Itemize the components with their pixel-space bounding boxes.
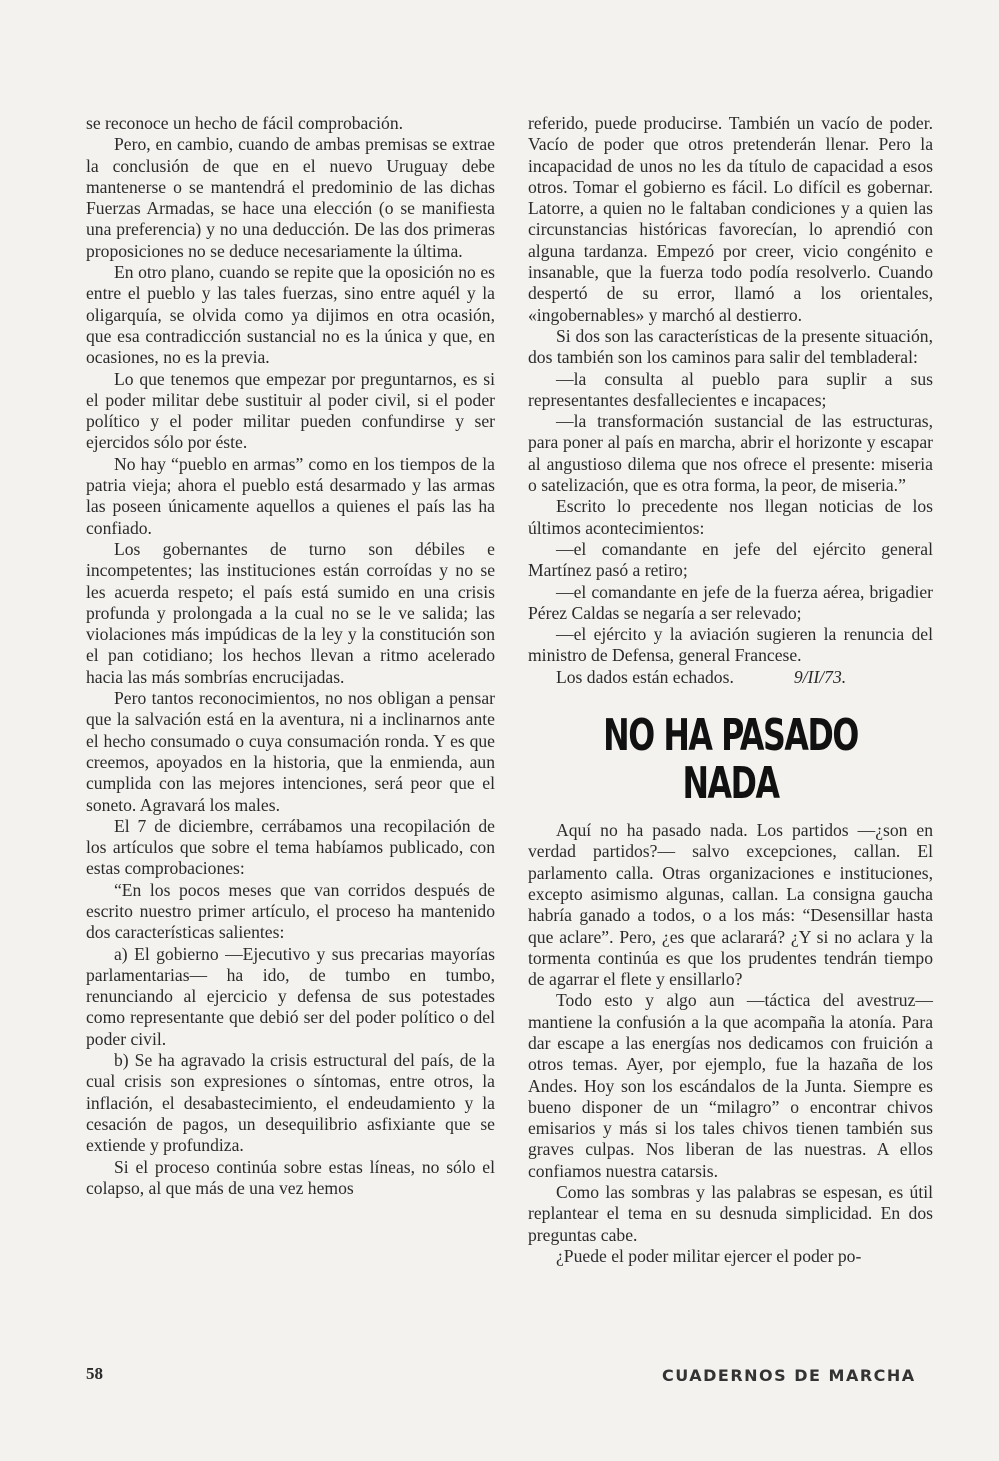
paragraph: —la consulta al pueblo para suplir a sus representantes desfallecientes e incapaces; [528,368,933,410]
paragraph: —el comandante en jefe de la fuerza aérea, brigadier Pérez Caldas se negaría a ser relevado; [528,581,933,623]
paragraph: Pero, en cambio, cuando de ambas premisas se extrae la conclusión de que en el nuevo Uruguay debe mantenerse o se mantendrá el predominio de las dichas Fuerzas Armadas, se hace una elección (o se manifiesta una preferencia) y no una deducción. De las dos primeras proposiciones no se deduce necesariamente la última. [86,134,495,261]
paragraph: El 7 de diciembre, cerrábamos una recopilación de los artículos que sobre el tema habíamos publicado, con estas comprobaciones: [86,815,495,879]
closing-text: Los dados están echados. [556,666,734,687]
page-number: 58 [86,1364,103,1383]
paragraph: Los gobernantes de turno son débiles e incompetentes; las instituciones están corroídas y no se les acuerda respeto; el país está sumido en una crisis profunda y prolongada a la cual no se le ve salida; las violaciones más impúdicas de la ley y la constitución son el pan cotidiano; los hechos llevan a ritmo acelerado hacia las más sombrías encrucijadas. [86,538,495,687]
paragraph: “En los pocos meses que van corridos después de escrito nuestro primer artículo, el proceso ha mantenido dos características salientes: [86,879,495,943]
paragraph: Lo que tenemos que empezar por preguntarnos, es si el poder militar debe sustituir al poder civil, si el poder político y el poder militar pueden confundirse y ser ejercidos sólo por éste. [86,368,495,453]
signature-date: 9/II/73. [793,666,847,687]
paragraph: Si el proceso continúa sobre estas líneas, no sólo el colapso, al que más de una vez hemos [86,1156,495,1198]
paragraph: —el comandante en jefe del ejército general Martínez pasó a retiro; [528,538,933,581]
paragraph: Pero tantos reconocimientos, no nos obligan a pensar que la salvación está en la aventura, ni a inclinarnos ante el hecho consumado o cuya consumación ronda. Y es que creemos, apoyados en la historia, que la enmienda, aun cumplida con las mejores intenciones, será peor que el soneto. Agravará los males. [86,688,495,815]
right-column [528,113,933,1267]
paragraph: No hay “pueblo en armas” como en los tiempos de la patria vieja; ahora el pueblo está desarmado y las armas las poseen únicamente aquellos a quienes el país las ha confiado. [86,453,495,538]
closing-line [528,667,933,688]
paragraph: —la transformación sustancial de las estructuras, para poner al país en marcha, abrir el horizonte y escapar al angustioso dilema que nos ofrece el presente: miseria o satelización, que es otra forma, la peor, de miseria.” [528,411,933,496]
paragraph: referido, puede producirse. También un vacío de poder. Vacío de poder que otros pretenderán llenar. Pero la incapacidad de unos no les da título de capacidad a esos otros. Tomar el gobierno es fácil. Lo difícil es gobernar. Latorre, a quien no le faltaban condiciones y a quien las circunstancias históricas favorecían, lo aprendió con alguna tardanza. Empezó por creer, vicio congénito e insanable, que la fuerza todo podía resolverlo. Cuando despertó de su error, llamó a los orientales, «ingobernables» y marchó al destierro. [528,113,933,325]
magazine-name: CUADERNOS DE MARCHA [662,1366,916,1385]
paragraph: Si dos son las características de la presente situación, dos también son los caminos para salir del tembladeral: [528,325,933,368]
paragraph: Escrito lo precedente nos llegan noticias de los últimos acontecimientos: [528,496,933,538]
paragraph: ¿Puede el poder militar ejercer el poder po- [556,1245,862,1266]
paragraph: Aquí no ha pasado nada. Los partidos —¿son en verdad partidos?— salvo excepciones, callan. El parlamento calla. Otras organizaciones e instituciones, excepto asimismo algunas, callan. La consigna gaucha habría ganado a todos, o a los más: “Desensillar hasta que aclare”. Pero, ¿es que aclarará? ¿Y si no aclara y la tormenta continúa es que los prudentes tendrán tiempo de agarrar el flete y ensillarlo? [528,820,933,990]
article-headline: NO HA PASADO NADA [603,710,858,810]
paragraph: a) El gobierno —Ejecutivo y sus precarias mayorías parlamentarias— ha ido, de tumbo en tumbo, renunciando al ejercicio y defensa de sus potestades como representante que debió ser del poder político o del poder civil. [86,943,495,1049]
paragraph: —el ejército y la aviación sugieren la renuncia del ministro de Defensa, general Francese. [528,624,933,666]
paragraph: se reconoce un hecho de fácil comprobación. [86,113,404,133]
paragraph: b) Se ha agravado la crisis estructural del país, de la cual crisis son expresiones o síntomas, entre otros, la inflación, el desabastecimiento, el endeudamiento y la cesación de pagos, un desequilibrio asfixiante que se extiende y profundiza. [86,1050,495,1156]
left-column [86,113,495,1199]
paragraph: En otro plano, cuando se repite que la oposición no es entre el pueblo y las tales fuerzas, sino entre aquél y la oligarquía, se olvida como ya dijimos en otra ocasión, que esa contradicción sustancial no es la única y que, en ocasiones, no es la previa. [86,262,495,368]
paragraph: Como las sombras y las palabras se espesan, es útil replantear el tema en su desnuda simplicidad. En dos preguntas cabe. [528,1182,933,1245]
paragraph: Todo esto y algo aun —táctica del avestruz— mantiene la confusión a la que acompaña la atonía. Para dar escape a las energías nos dedicamos con fruición a otros temas. Ayer, por ejemplo, fue la hazaña de los Andes. Hoy son los escándalos de la Junta. Siempre es bueno disponer de un “milagro” o encontrar chivos emisarios y más si los tales chivos tienen también sus graves culpas. Nos liberan de las nuestras. A ellos confiamos nuestra catarsis. [528,990,933,1181]
